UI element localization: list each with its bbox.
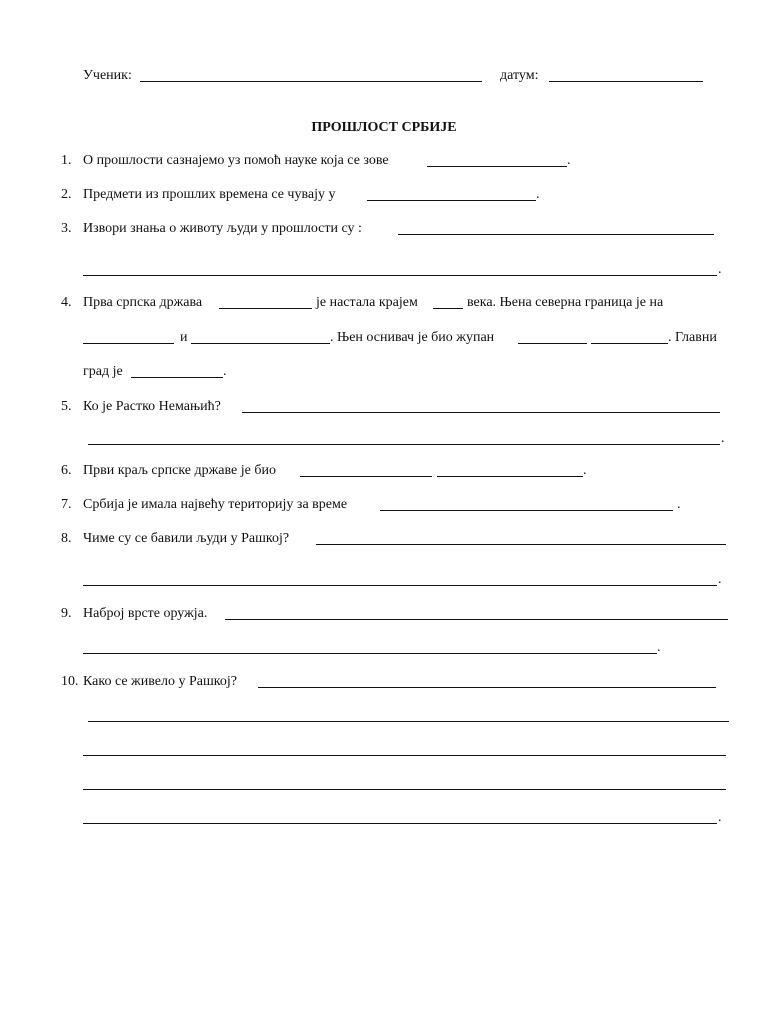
student-label: Ученик: xyxy=(83,68,132,83)
answer-line[interactable] xyxy=(83,585,717,586)
answer-line[interactable] xyxy=(83,823,717,824)
date-label: датум: xyxy=(500,68,539,83)
question-3-continuation xyxy=(0,260,768,280)
answer-line[interactable] xyxy=(88,721,729,722)
answer-blank[interactable] xyxy=(437,476,583,477)
question-text: О прошлости сазнајемо уз помоћ науке која се зове xyxy=(83,153,389,168)
question-10-line-2 xyxy=(0,706,768,726)
period: . xyxy=(718,262,722,277)
question-number: 8. xyxy=(61,531,72,546)
question-text: Чиме су се бавили људи у Рашкој? xyxy=(83,531,290,546)
question-4 xyxy=(0,293,768,313)
question-text: и xyxy=(180,330,188,345)
question-4-line-3 xyxy=(0,362,768,382)
answer-blank[interactable] xyxy=(131,377,223,378)
question-number: 1. xyxy=(61,153,72,168)
question-8 xyxy=(0,529,768,549)
question-3 xyxy=(0,219,768,239)
question-number: 10. xyxy=(61,674,79,689)
answer-blank[interactable] xyxy=(225,619,728,620)
answer-blank[interactable] xyxy=(398,234,714,235)
period: . xyxy=(721,431,725,446)
question-number: 6. xyxy=(61,463,72,478)
answer-blank[interactable] xyxy=(83,343,174,344)
date-field[interactable] xyxy=(549,81,703,82)
student-name-field[interactable] xyxy=(140,81,482,82)
question-9-continuation xyxy=(0,638,768,658)
answer-line[interactable] xyxy=(83,789,726,790)
student-row xyxy=(0,66,768,86)
question-text: Како се живело у Рашкој? xyxy=(83,674,237,689)
period: . xyxy=(657,640,661,655)
question-text: Ко је Растко Немањић? xyxy=(83,399,221,414)
page-title: ПРОШЛОСТ СРБИЈЕ xyxy=(311,120,457,135)
answer-line[interactable] xyxy=(83,755,726,756)
period: . xyxy=(718,810,722,825)
question-8-continuation xyxy=(0,570,768,590)
answer-blank[interactable] xyxy=(242,412,720,413)
question-text: Наброј врсте оружја. xyxy=(83,606,208,621)
question-number: 3. xyxy=(61,221,72,236)
question-number: 2. xyxy=(61,187,72,202)
question-1 xyxy=(0,151,768,171)
question-text: . Њен оснивач је био жупан xyxy=(330,330,495,345)
question-text: века. Њена северна граница је на xyxy=(467,295,664,310)
question-10 xyxy=(0,672,768,692)
question-5 xyxy=(0,397,768,417)
question-number: 5. xyxy=(61,399,72,414)
answer-blank[interactable] xyxy=(591,343,668,344)
question-5-continuation xyxy=(0,429,768,449)
question-text: Прва српска држава xyxy=(83,295,203,310)
answer-line[interactable] xyxy=(88,444,720,445)
question-text: Извори знања о животу људи у прошлости су : xyxy=(83,221,362,236)
question-number: 7. xyxy=(61,497,72,512)
period: . xyxy=(718,572,722,587)
answer-blank[interactable] xyxy=(433,308,463,309)
period: . xyxy=(583,463,587,478)
question-number: 4. xyxy=(61,295,72,310)
question-number: 9. xyxy=(61,606,72,621)
question-2 xyxy=(0,185,768,205)
question-4-line-2 xyxy=(0,328,768,348)
period: . xyxy=(223,364,227,379)
question-text: Први краљ српске државе је био xyxy=(83,463,276,478)
answer-blank[interactable] xyxy=(300,476,432,477)
question-10-line-4 xyxy=(0,774,768,794)
question-text: град је xyxy=(83,364,123,379)
answer-blank[interactable] xyxy=(316,544,726,545)
period: . xyxy=(677,497,681,512)
question-text: је настала крајем xyxy=(316,295,418,310)
question-6 xyxy=(0,461,768,481)
answer-blank[interactable] xyxy=(191,343,330,344)
question-7 xyxy=(0,495,768,515)
question-10-line-3 xyxy=(0,740,768,760)
answer-blank[interactable] xyxy=(258,687,716,688)
answer-blank[interactable] xyxy=(380,510,673,511)
period: . xyxy=(536,187,540,202)
title-row xyxy=(0,118,768,138)
period: . xyxy=(567,153,571,168)
answer-line[interactable] xyxy=(83,653,657,654)
answer-blank[interactable] xyxy=(219,308,312,309)
question-text: Србија је имала највећу територију за време xyxy=(83,497,348,512)
question-text: . Главни xyxy=(668,330,717,345)
answer-blank[interactable] xyxy=(518,343,587,344)
question-9 xyxy=(0,604,768,624)
question-10-line-5 xyxy=(0,808,768,828)
answer-blank[interactable] xyxy=(367,200,536,201)
question-text: Предмети из прошлих времена се чувају у xyxy=(83,187,336,202)
answer-line[interactable] xyxy=(83,275,717,276)
answer-blank[interactable] xyxy=(427,166,567,167)
